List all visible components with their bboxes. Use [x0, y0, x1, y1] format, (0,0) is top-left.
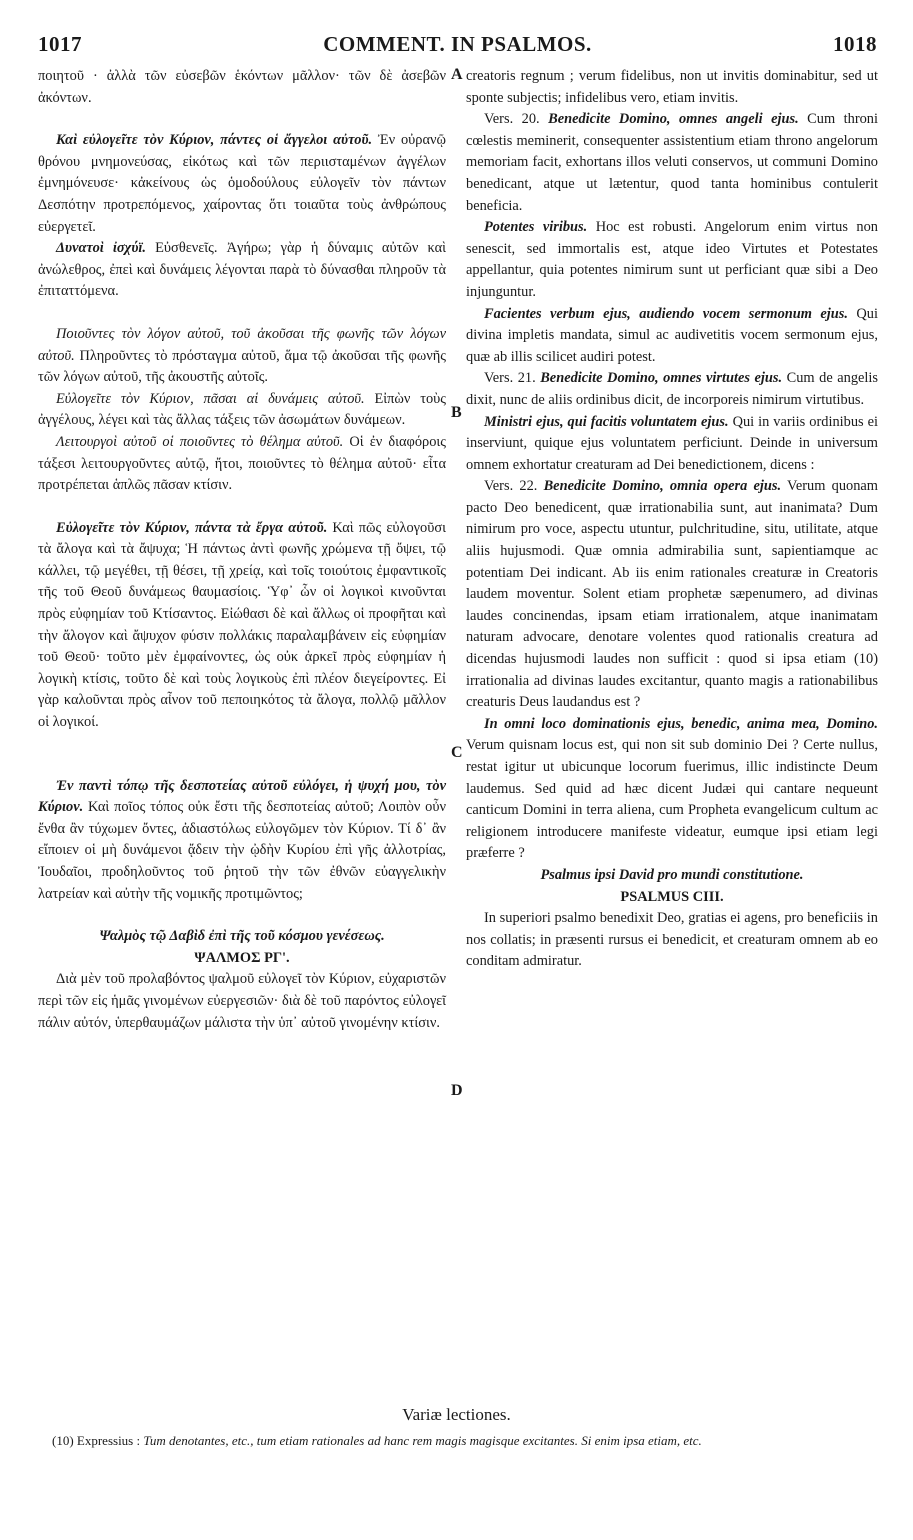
greek-paragraph: Διὰ μὲν τοῦ προλαβόντος ψαλμοῦ εὐλογεῖ τὸν Κύριον, εὐχαριστῶν περὶ τῶν εἰς ἡμᾶς γινομένων εὐεργεσιῶν· διὰ δὲ τοῦ παρόντος εὐλογεῖ πάλιν αὐτόν, ὑπερθαυμάζων μάλιστα τὴν ὑπ᾽ αὐτοῦ γινομένην κτίσιν. [38, 971, 446, 1031]
greek-lemma: Ἐν παντὶ τόπῳ τῆς δεσποτείας αὐτοῦ εὐλόγει, ἡ ψυχή μου, τὸν Κύριον. [38, 777, 446, 816]
verse-number: Vers. 22. [484, 478, 538, 495]
footnote-text: Tum denotantes, etc., tum etiam rationales ad hanc rem magis magisque excitantes. Si enim ipsa etiam, etc. [140, 1433, 702, 1448]
latin-commentary: Verum quonam pacto Deo benedicent, quæ irrationabilia sunt, aut inanimata? Dum nimirum pro voce, aspectu utuntur, pulchritudine, situ, utilitate, atque aliis hujusmodi. Quæ omnia admirabilia sunt, sapientiamque ac potentiam Dei indicant. Ab iis enim rationales creaturæ in Creatoris laudem moventur. Solent etiam prophetæ sæpenumero, ad divinas laudes concinendas, ipsam etiam irrationalem, atque inanimatam naturam advocare, denotare volentes quod rationalis creatura ad dicendas hujusmodi laudes non sufficit : quod si ipsa etiam (10) irrationalia ad divinas laudes excitantur, quanto magis a rationabilibus creaturis Deus laudandus est ? [466, 478, 878, 711]
greek-psalm-number: ΨΑΛΜΟΣ ΡΓ'. [194, 949, 290, 966]
latin-lemma: In omni loco dominationis ejus, benedic, anima mea, Domino. [484, 715, 878, 732]
greek-commentary: Καὶ ποῖος τόπος οὐκ ἔστι τῆς δεσποτείας αὐτοῦ; Λοιπὸν οὖν ἔνθα ἂν τύχωμεν ὄντες, ἀδιαστόλως εὐλογῶμεν τὸν Κύριον. Τί δ᾽ ἂν εἴποιεν οἱ μὴ δυνάμενοι ᾄδειν τὴν ᾠδὴν Κυρίου ἐπὶ γῆς ἀλλοτρίας, Ἰουδαῖοι, προδηλοῦντος τοῦ ῥητοῦ τὴν τῶν ἐθνῶν εὐαγγελικὴν λατρείαν καὶ αὐτὴν τῆς νομικῆς προτιμῶντος; [38, 799, 446, 902]
latin-paragraph: creatoris regnum ; verum fidelibus, non ut invitis dominabitur, sed ut sponte subjectis; infidelibus vero, etiam invitis. [466, 68, 878, 106]
latin-paragraph [466, 304, 878, 369]
greek-paragraph [38, 238, 446, 303]
greek-paragraph: ποιητοῦ · ἀλλὰ τῶν εὐσεβῶν ἑκόντων μᾶλλον· τῶν δὲ ἀσεβῶν ἀκόντων. [38, 68, 446, 106]
footnote-label: (10) Expressius : [52, 1433, 141, 1448]
greek-paragraph [38, 324, 446, 389]
greek-paragraph [38, 432, 446, 497]
latin-lemma: Facientes verbum ejus, audiendo vocem sermonum ejus. [484, 305, 848, 322]
verse-number: Vers. 20. [484, 111, 540, 128]
greek-commentary: Εἰπὼν τοὺς ἀγγέλους, λέγει καὶ τὰς ἄλλας τάξεις τῶν ἀσωμάτων δυνάμεων. [38, 390, 446, 429]
latin-paragraph [466, 109, 878, 217]
margin-marker-b: B [451, 404, 462, 421]
latin-lemma: Benedicite Domino, omnia opera ejus. [537, 478, 782, 495]
footnote [52, 1432, 870, 1449]
latin-paragraph [466, 476, 878, 714]
latin-lemma: Benedicite Domino, omnes angeli ejus. [539, 111, 799, 128]
latin-paragraph [466, 714, 878, 865]
latin-commentary: Qui in variis ordinibus ei inserviunt, quique ejus voluntatem perficiunt. Deinde in universum omnem exhortatur creaturam ad Dei benedictionem, dicens : [466, 413, 878, 473]
latin-lemma: Ministri ejus, qui facitis voluntatem ejus. [484, 413, 729, 430]
running-header [38, 32, 877, 60]
latin-psalm-title: Psalmus ipsi David pro mundi constitutione. [540, 866, 804, 883]
latin-psalm-number: PSALMUS CIII. [620, 888, 724, 905]
latin-paragraph [466, 217, 878, 303]
latin-commentary: Verum quisnam locus est, qui non sit sub dominio Dei ? Certe nullus, restat igitur ut ubicunque locorum fuerimus, illic indistincte Deum laudemus. Sed quid ad hæc dicent Judæi qui cantare nequeunt canticum Domini in terra aliena, cum Propheta evangelicum cultum ac religionem introducere manifeste videatur, eumque ipsi etiam legi præferre ? [466, 737, 878, 862]
greek-lemma: Εὐλογεῖτε τὸν Κύριον, πάντα τὰ ἔργα αὐτοῦ. [56, 519, 328, 536]
greek-paragraph [38, 130, 446, 238]
latin-paragraph: In superiori psalmo benedixit Deo, gratias ei agens, pro beneficiis in nos collatis; in præsenti rursus ei benedicit, et creaturam omnem ab eo conditam admiratur. [466, 910, 878, 970]
greek-paragraph [38, 776, 446, 906]
greek-commentary: Οἱ ἐν διαφόροις τάξεσι λειτουργοῦντες αὐτῷ, ἤτοι, ποιοῦντες τὸ θέλημα αὐτοῦ· εἶτα προτρέπεται ἁπλῶς πᾶσαν κτίσιν. [38, 433, 446, 494]
variae-lectiones-title: Variæ lectiones. [402, 1405, 511, 1424]
greek-commentary: Καὶ πῶς εὐλογοῦσι τὰ ἄλογα καὶ τὰ ἄψυχα; Ἡ πάντως ἀντὶ φωνῆς χρώμενα τῇ ὄψει, τῷ κάλλει, τῷ μεγέθει, τῇ θέσει, τῇ χρείᾳ, καὶ τοῖς τοιούτοις ἐμφαντικοῖς τῆς τοῦ Θεοῦ δυνάμεως θαυμασίοις. Ὑφ᾽ ὧν οἱ λογικοὶ κινοῦνται πρὸς εὐφημίαν τοῦ Κτίσαντος. Εἰώθασι δὲ καὶ ἄλλως οἱ προφῆται καὶ τὴν ἄλογον καὶ ἄψυχον φύσιν πολλάκις παραλαμβάνειν εἰς εὐφημίαν τοῦ Θεοῦ· τοῦτο μὲν ἐμφαίνοντες, ὡς οὐκ ἀρκεῖ πρὸς εὐφημίαν ἡ λογικὴ κτίσις, τοῦτο δὲ καὶ τοὺς λογικοὺς ἐπὶ πλέον διεγείροντες. Εἰ γὰρ καλοῦνται πρὸς αἶνον τοῦ πεποιηκότος τὰ ἄλογα, πολλῷ μᾶλλον οἱ λογικοί. [38, 519, 446, 731]
latin-commentary: Hoc est robusti. Angelorum enim virtus non senescit, sed immortalis est, atque ideo Virtutes et Potestates appellantur, quia potentes nimirum sunt ut perficiant quæ sibi a Deo injunguntur. [466, 219, 879, 300]
latin-paragraph [466, 368, 878, 411]
greek-commentary: Πληροῦντες τὸ πρόσταγμα αὐτοῦ, ἅμα τῷ ἀκοῦσαι τῆς φωνῆς τῶν λόγων αὐτοῦ, τῆς ἀκουστῆς αὐτοῖς. [38, 347, 446, 386]
margin-marker-d: D [451, 1082, 463, 1099]
latin-lemma: Benedicite Domino, omnes virtutes ejus. [535, 370, 783, 387]
latin-commentary: Cum de angelis dixit, nunc de aliis ordinibus dicit, de incorporeis nimirum virtutibus. [466, 370, 878, 408]
greek-commentary: Ἐν οὐρανῷ θρόνου μνημονεύσας, εἰκότως καὶ τῶν περιισταμένων ἀγγέλων ἐμνημόνευσε· κἀκείνους ὡς ὁμοδούλους εὐλογεῖν τὸν πάντων Δεσπότην προτρεπόμενος, χαίροντας ὅτι τοιαῦτα τοὺς ἀνθρώπους εὐεργετεῖ. [38, 132, 446, 235]
greek-paragraph [38, 518, 446, 734]
margin-marker-c: C [451, 744, 463, 761]
greek-psalm-title: Ψαλμὸς τῷ Δαβὶδ ἐπὶ τῆς τοῦ κόσμου γενέσεως. [99, 928, 385, 945]
latin-lemma: Potentes viribus. [484, 219, 588, 236]
latin-column [466, 66, 878, 973]
greek-lemma: Ποιοῦντες τὸν λόγον αὐτοῦ, τοῦ ἀκοῦσαι τῆς φωνῆς τῶν λόγων αὐτοῦ. [38, 325, 446, 364]
running-title: COMMENT. IN PSALMOS. [323, 32, 592, 56]
greek-lemma: Λειτουργοὶ αὐτοῦ οἱ ποιοῦντες τὸ θέλημα αὐτοῦ. [56, 433, 344, 450]
latin-commentary: Cum throni cœlestis meminerit, consequenter assistentium etiam throno angelorum memoriam facit, exhortans illos veluti conservos, ut communi Domino benedicant, atque ut lætentur, quod tanta hominibus contulerit beneficia. [466, 111, 878, 214]
page-number-left: 1017 [38, 32, 82, 56]
greek-paragraph [38, 389, 446, 432]
greek-lemma: Δυνατοὶ ἰσχύϊ. [56, 240, 147, 257]
margin-marker-a: A [451, 66, 463, 83]
greek-commentary: Εὐσθενεῖς. Ἀγήρω; γὰρ ἡ δύναμις αὐτῶν καὶ ἀνώλεθρος, ἐπεὶ καὶ δυνάμεις λέγονται παρὰ τὸ δύνασθαι πληροῦν τὰ ἐπιταττόμενα. [38, 240, 446, 300]
latin-commentary: Qui divina impletis mandata, simul ac audivetitis vocem sermonum ejus, quæ ab illis scilicet audiri potest. [466, 305, 879, 365]
latin-paragraph [466, 412, 878, 477]
verse-number: Vers. 21. [484, 370, 536, 387]
greek-lemma: Εὐλογεῖτε τὸν Κύριον, πᾶσαι αἱ δυνάμεις αὐτοῦ. [56, 390, 365, 407]
greek-column [38, 66, 446, 1034]
page-number-right: 1018 [833, 32, 877, 56]
greek-lemma: Καὶ εὐλογεῖτε τὸν Κύριον, πάντες οἱ ἄγγελοι αὐτοῦ. [56, 132, 373, 149]
